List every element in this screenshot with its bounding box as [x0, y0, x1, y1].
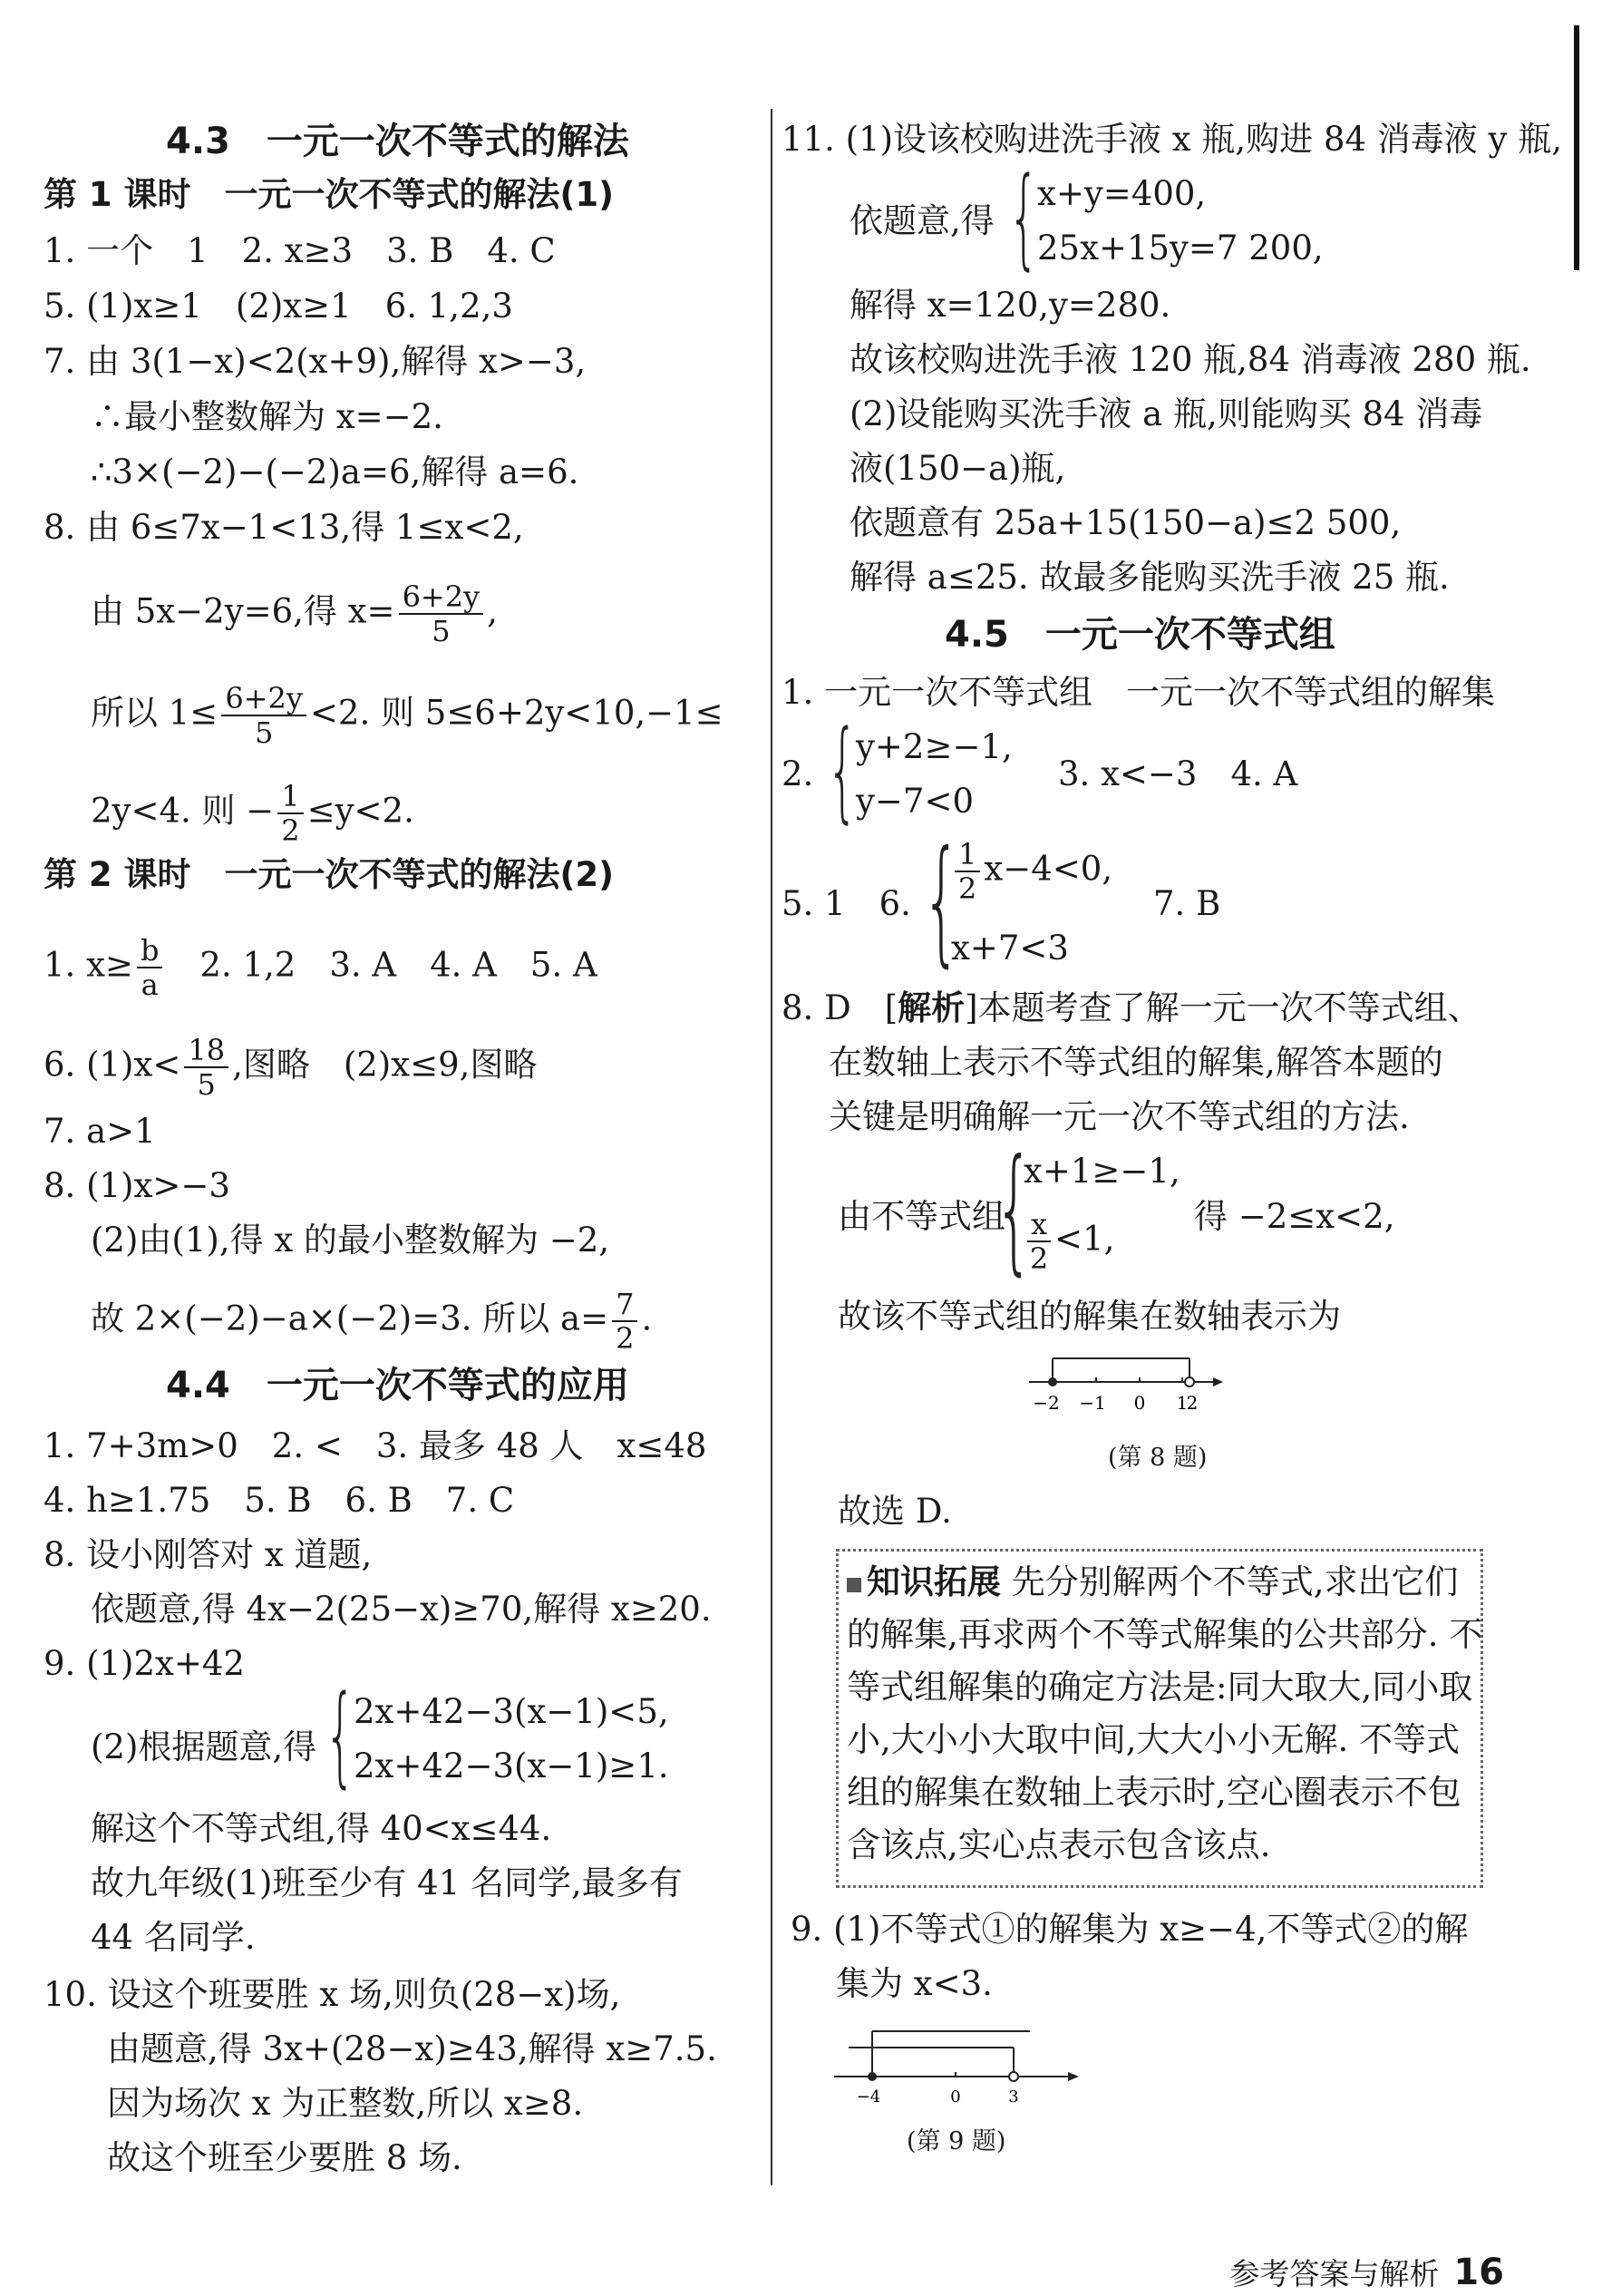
fraction: $\frac{x}{2}$ — [1027, 1208, 1051, 1275]
fraction: $\frac{1}{2}$ — [955, 838, 980, 905]
fraction: $\frac{1}{2}$ — [277, 780, 303, 847]
fraction: $\frac{6+2y}{5}$ — [221, 682, 306, 749]
fraction: $\frac{6+2y}{5}$ — [399, 580, 484, 647]
answer-line: 解这个不等式组,得 40<x≤44. — [91, 1809, 552, 1848]
answer-line-fraction: 所以 1≤ $\frac{6+2y}{5}$ <2. 则 5≤6+2y<10,−1≤ — [91, 681, 723, 750]
brace-icon: { — [827, 708, 859, 834]
answer-line-fraction: 由 5x−2y=6,得 x= $\frac{6+2y}{5}$ , — [91, 579, 498, 648]
answer-line: 关键是明确解一元一次不等式组的方法. — [829, 1097, 1410, 1136]
knowledge-extension-line: 小,大小小大取中间,大大小小无解. 不等式 — [847, 1720, 1461, 1759]
answer-line: 9. (1)2x+42 — [44, 1644, 245, 1683]
lesson-2-title: 第 2 课时 一元一次不等式的解法(2) — [44, 855, 615, 894]
answer-line: 5. (1)x≥1 (2)x≥1 6. 1,2,3 — [44, 287, 513, 326]
number-line-q8 — [1022, 1349, 1230, 1422]
answer-line: 故该不等式组的解集在数轴表示为 — [838, 1297, 1341, 1336]
tick-label: −1 — [1079, 1392, 1106, 1414]
brace-icon: { — [995, 1131, 1034, 1289]
section-title-4-3: 4.3 一元一次不等式的解法 — [166, 121, 629, 162]
answer-line: 液(150−a)瓶, — [850, 449, 1066, 488]
answer-line: 解得 x=120,y=280. — [850, 286, 1171, 325]
answer-line: 10. 设这个班要胜 x 场,则负(28−x)场, — [44, 1975, 621, 2014]
analysis-tag: 解析 — [898, 988, 966, 1027]
answer-line: 8. (1)x>−3 — [44, 1166, 230, 1205]
answer-line: 7. a>1 — [44, 1112, 156, 1151]
lesson-1-title: 第 1 课时 一元一次不等式的解法(1) — [44, 175, 615, 214]
answer-line: 故九年级(1)班至少有 41 名同学,最多有 — [91, 1863, 683, 1902]
fraction: $\frac{18}{5}$ — [184, 1034, 228, 1101]
answer-line: 得 −2≤x<2, — [1194, 1197, 1395, 1236]
answer-line: 7. 由 3(1−x)<2(x+9),解得 x>−3, — [44, 342, 587, 381]
answer-line-fraction: 2y<4. 则 − $\frac{1}{2}$ ≤y<2. — [91, 779, 414, 848]
tick-label: 2 — [1186, 1392, 1199, 1414]
tick-label: 3 — [1008, 2087, 1019, 2106]
answer-line: 故选 D. — [838, 1492, 952, 1531]
figure-caption: (第 8 题) — [1108, 1444, 1208, 1472]
answer-line: 5. 1 6. — [782, 884, 911, 923]
page-edge-mark — [1574, 25, 1579, 270]
answer-line: 故这个班至少要胜 8 场. — [107, 2138, 462, 2177]
answer-line: 因为场次 x 为正整数,所以 x≥8. — [107, 2084, 584, 2123]
answer-line: 1. 一元一次不等式组 一元一次不等式组的解集 — [782, 673, 1496, 712]
answer-line-fraction: 1. x≥ $\frac{b}{a}$ 2. 1,2 3. A 4. A 5. A — [44, 933, 597, 1002]
fraction: $\frac{b}{a}$ — [137, 934, 162, 1001]
answer-line: (2)由(1),得 x 的最小整数解为 −2, — [91, 1221, 610, 1260]
fraction: $\frac{7}{2}$ — [612, 1288, 637, 1355]
brace-icon: { — [325, 1673, 356, 1799]
answer-line: (2)根据题意,得 — [91, 1727, 317, 1766]
answer-line: 8. 设小刚答对 x 道题, — [44, 1535, 373, 1574]
tick-label: 0 — [950, 2087, 961, 2106]
figure-caption: (第 9 题) — [907, 2127, 1006, 2155]
brace-icon: { — [1008, 155, 1040, 281]
answer-line: 故该校购进洗手液 120 瓶,84 消毒液 280 瓶. — [850, 340, 1531, 379]
section-title-4-5: 4.5 一元一次不等式组 — [945, 614, 1335, 656]
knowledge-extension-tag: 知识拓展 — [867, 1562, 1001, 1601]
answer-line: 由不等式组 — [838, 1197, 1005, 1236]
knowledge-extension-line: 组的解集在数轴上表示时,空心圈表示不包 — [847, 1773, 1461, 1812]
answer-line: 8. 由 6≤7x−1<13,得 1≤x<2, — [44, 508, 524, 547]
knowledge-extension-line: 等式组解集的确定方法是:同大取大,同小取 — [847, 1668, 1473, 1707]
column-divider — [771, 109, 772, 2185]
answer-line: (2)设能购买洗手液 a 瓶,则能购买 84 消毒 — [850, 394, 1483, 433]
page-footer — [1229, 2251, 1504, 2293]
section-title-4-4: 4.4 一元一次不等式的应用 — [166, 1365, 629, 1406]
tick-label: −2 — [1033, 1392, 1060, 1414]
knowledge-extension-line: 的解集,再求两个不等式解集的公共部分. 不 — [847, 1615, 1483, 1654]
answer-line: 1. 一个 1 2. x≥3 3. B 4. C — [44, 231, 556, 270]
answer-line: 7. B — [1153, 884, 1221, 923]
square-bullet-icon — [847, 1578, 861, 1592]
answer-line-fraction: 6. (1)x< $\frac{18}{5}$ ,图略 (2)x≤9,图略 — [44, 1033, 538, 1102]
knowledge-extension-line: 含该点,实心点表示包含该点. — [847, 1825, 1271, 1864]
answer-line: 11. (1)设该校购进洗手液 x 瓶,购进 84 消毒液 y 瓶, — [782, 120, 1562, 159]
number-line-q9 — [832, 2020, 1086, 2111]
knowledge-extension-line: 知识拓展 先分别解两个不等式,求出它们 — [847, 1556, 1459, 1609]
page-number: 16 — [1453, 2252, 1504, 2293]
answer-line: 44 名同学. — [91, 1918, 256, 1957]
answer-line: 2. — [782, 754, 814, 793]
answer-line: ∴3×(−2)−(−2)a=6,解得 a=6. — [91, 452, 579, 491]
answer-line: 9. (1)不等式①的解集为 x≥−4,不等式②的解 — [791, 1910, 1469, 1949]
answer-line-fraction: 故 2×(−2)−a×(−2)=3. 所以 a= $\frac{7}{2}$ . — [91, 1287, 653, 1356]
tick-label: −4 — [856, 2087, 881, 2106]
answer-line: 1. 7+3m>0 2. < 3. 最多 48 人 x≤48 — [44, 1426, 707, 1465]
answer-line: 由题意,得 3x+(28−x)≥43,解得 x≥7.5. — [107, 2029, 717, 2068]
answer-line: 3. x<−3 4. A — [1058, 754, 1298, 793]
answer-line: 依题意,得 — [850, 201, 995, 240]
tick-label: 1 — [1176, 1392, 1189, 1414]
answer-line: ∴最小整数解为 x=−2. — [91, 397, 443, 436]
tick-label: 0 — [1133, 1392, 1146, 1414]
footer-label: 参考答案与解析 — [1229, 2256, 1440, 2291]
answer-line: 依题意有 25a+15(150−a)≤2 500, — [850, 503, 1402, 542]
answer-line: 在数轴上表示不等式组的解集,解答本题的 — [829, 1043, 1443, 1082]
answer-line: 解得 a≤25. 故最多能购买洗手液 25 瓶. — [850, 558, 1450, 597]
brace-icon: { — [922, 822, 961, 980]
answer-line: 4. h≥1.75 5. B 6. B 7. C — [44, 1481, 515, 1520]
answer-line: 8. D [解析]本题考查了解一元一次不等式组、 — [782, 988, 1481, 1027]
answer-line: 依题意,得 4x−2(25−x)≥70,解得 x≥20. — [91, 1590, 712, 1629]
answer-line: 集为 x<3. — [836, 1964, 993, 2003]
